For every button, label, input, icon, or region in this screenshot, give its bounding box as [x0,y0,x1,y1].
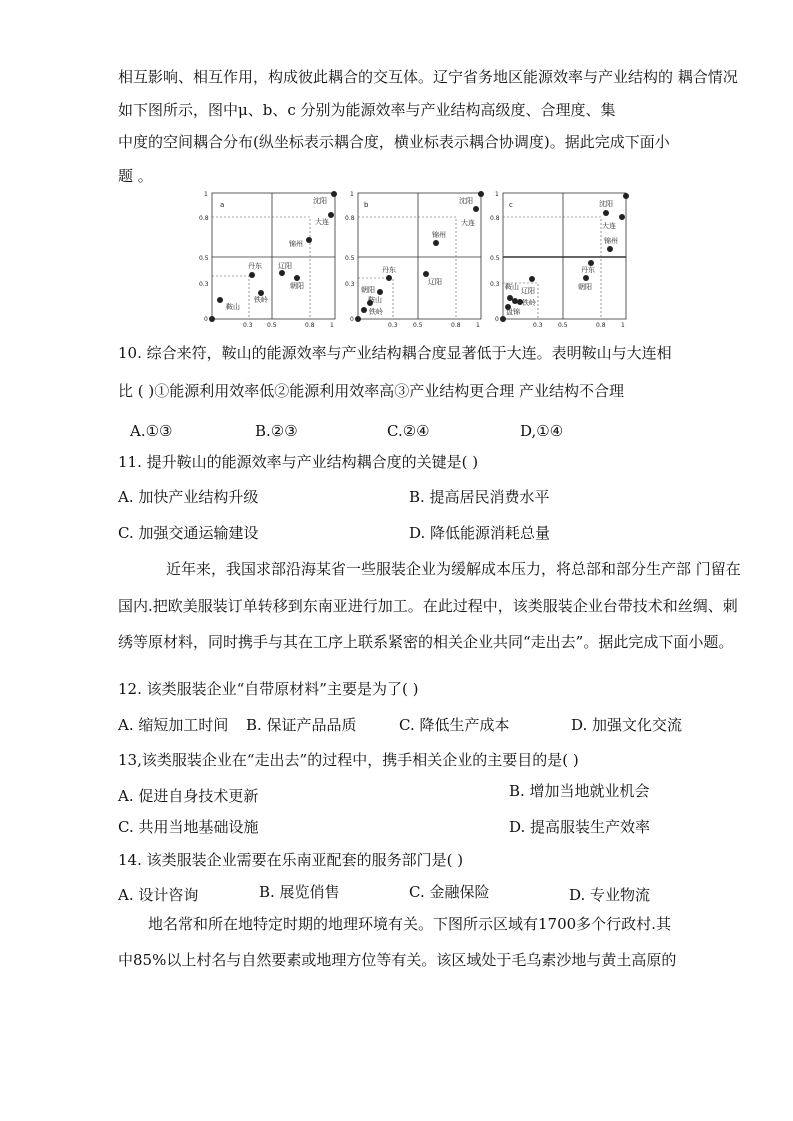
svg-text:0.3: 0.3 [388,322,398,328]
q14-option-b[interactable]: B. 展览俏售 [259,883,340,901]
svg-text:1: 1 [350,191,354,198]
svg-text:大连: 大连 [461,219,475,227]
svg-text:0.5: 0.5 [413,322,423,328]
svg-text:辽阳: 辽阳 [521,287,535,295]
q10-option-d[interactable]: D,①④ [520,422,564,440]
q11-option-a[interactable]: A. 加快产业结构升级 [118,488,259,506]
svg-text:鞍山: 鞍山 [226,303,240,311]
panel-b [345,191,484,328]
q12-option-a[interactable]: A. 缩短加工时间 [118,716,229,734]
svg-text:盘锦: 盘锦 [506,308,520,316]
q13-option-a[interactable]: A. 促进自身技术更新 [118,787,259,805]
svg-text:0.3: 0.3 [345,281,355,288]
q13-option-d[interactable]: D. 提高服装生产效率 [509,818,651,836]
svg-text:0.5: 0.5 [199,255,209,262]
q12-option-d[interactable]: D. 加强文化交流 [571,716,683,734]
svg-text:0.5: 0.5 [490,255,500,262]
q11-stem: 11. 提升鞍山的能源效率与产业结构耦合度的关键是( ) [118,453,479,471]
svg-text:0.5: 0.5 [267,322,277,328]
svg-text:0.8: 0.8 [451,322,461,328]
svg-text:0: 0 [204,316,208,323]
svg-text:0: 0 [350,316,354,323]
q14-option-d[interactable]: D. 专业物流 [569,886,651,904]
svg-text:鞍山: 鞍山 [505,283,519,291]
svg-text:0.3: 0.3 [533,322,543,328]
svg-text:辽阳: 辽阳 [428,278,442,286]
panel-a [199,191,337,328]
passage1-line2: 如下图所示，图中μ、b、c 分别为能源效率与产业结构高级度、合理度、集 [118,101,616,119]
svg-text:0: 0 [495,316,499,323]
passage1-line3: 中度的空间耦合分布(纵坐标表示耦合度，横业标表示耦合协调度)。据此完成下面小 [118,133,670,151]
svg-text:1: 1 [476,322,480,328]
panel-b-label: b [364,201,369,209]
q11-option-b[interactable]: B. 提高居民消费水平 [409,488,550,506]
panel-c-label: c [509,201,513,209]
svg-text:沈阳: 沈阳 [599,200,613,208]
q14-stem: 14. 该类服装企业需要在乐南亚配套的服务部门是( ) [118,851,464,869]
svg-text:朝阳: 朝阳 [361,286,375,294]
svg-text:1: 1 [621,322,625,328]
svg-text:0.5: 0.5 [558,322,568,328]
svg-text:朝阳: 朝阳 [290,282,304,290]
svg-text:0.8: 0.8 [305,322,315,328]
passage1-line4: 题 。 [118,167,153,185]
svg-text:朝阳: 朝阳 [578,283,592,291]
svg-text:丹东: 丹东 [581,266,595,274]
svg-text:丹东: 丹东 [382,266,396,274]
svg-text:大连: 大连 [602,222,616,230]
passage2-line2: 国内.把欧美服装订单转移到东南亚进行加工。在此过程中，该类服装企业台带技术和丝绸、刺 [118,597,738,615]
svg-text:1: 1 [330,322,334,328]
svg-text:大连: 大连 [315,218,329,226]
q10-option-c[interactable]: C.②④ [387,422,430,440]
svg-text:锦州: 锦州 [604,237,618,245]
q12-stem: 12. 该类服装企业“自带原材料”主要是为了( ) [118,680,419,698]
q10-option-a[interactable]: A.①③ [130,422,173,440]
passage1-line1: 相互影响、相互作用，构成彼此耦合的交互体。辽宁省务地区能源效率与产业结构的 耦合情况 [118,68,738,86]
coupling-figure [0,188,793,328]
svg-text:1: 1 [495,191,499,198]
svg-text:0.8: 0.8 [345,215,355,222]
svg-text:0.8: 0.8 [596,322,606,328]
svg-text:沈阳: 沈阳 [459,197,473,205]
svg-text:鞍山: 鞍山 [368,296,382,304]
q11-option-d[interactable]: D. 降低能源消耗总量 [409,524,551,542]
q12-option-c[interactable]: C. 降低生产成本 [399,716,510,734]
q13-option-c[interactable]: C. 共用当地基础设施 [118,818,259,836]
q10-stem-line2: 比 ( )①能源利用效率低②能源利用效率高③产业结构更合理 产业结构不合理 [118,382,625,400]
q13-stem: 13,该类服装企业在“走出去”的过程中，携手相关企业的主要目的是( ) [118,751,579,769]
svg-text:1: 1 [204,191,208,198]
passage2-line3: 绣等原材料，同时携手与其在工序上联系紧密的相关企业共同“走出去”。据此完成下面小题。 [118,633,734,651]
svg-text:辽阳: 辽阳 [278,262,292,270]
svg-text:0.8: 0.8 [199,215,209,222]
panel-a-label: a [220,201,225,209]
passage3-line2: 中85%以上村名与自然要素或地理方位等有关。该区域处于毛乌素沙地与黄土高原的 [118,951,677,969]
svg-text:丹东: 丹东 [248,262,262,270]
q13-option-b[interactable]: B. 增加当地就业机会 [509,782,650,800]
q12-option-b[interactable]: B. 保证产品品质 [246,716,357,734]
svg-text:铁岭: 铁岭 [522,299,536,307]
svg-text:铁岭: 铁岭 [254,296,268,304]
q11-option-c[interactable]: C. 加强交通运输建设 [118,524,259,542]
svg-text:0.3: 0.3 [243,322,253,328]
q14-option-c[interactable]: C. 金融保险 [409,883,490,901]
svg-text:0.8: 0.8 [490,215,500,222]
svg-text:0.3: 0.3 [490,281,500,288]
q10-stem-line1: 10. 综合来符，鞍山的能源效率与产业结构耦合度显著低于大连。表明鞍山与大连相 [118,344,672,362]
q14-option-a[interactable]: A. 设计咨询 [118,886,199,904]
passage2-line1: 近年来，我国求部沿海某省一些服装企业为缓解成本压力，将总部和部分生产部 门留在 [166,560,741,578]
svg-text:铁岭: 铁岭 [369,308,383,316]
passage3-line1: 地名常和所在地特定时期的地理环境有关。下图所示区域有1700多个行政村.其 [148,915,671,933]
q10-option-b[interactable]: B.②③ [255,422,298,440]
svg-text:沈阳: 沈阳 [313,197,327,205]
panel-c [490,191,629,328]
svg-text:0.5: 0.5 [345,255,355,262]
svg-text:锦州: 锦州 [432,231,446,239]
svg-text:锦州: 锦州 [289,240,303,248]
svg-text:0.3: 0.3 [199,281,209,288]
